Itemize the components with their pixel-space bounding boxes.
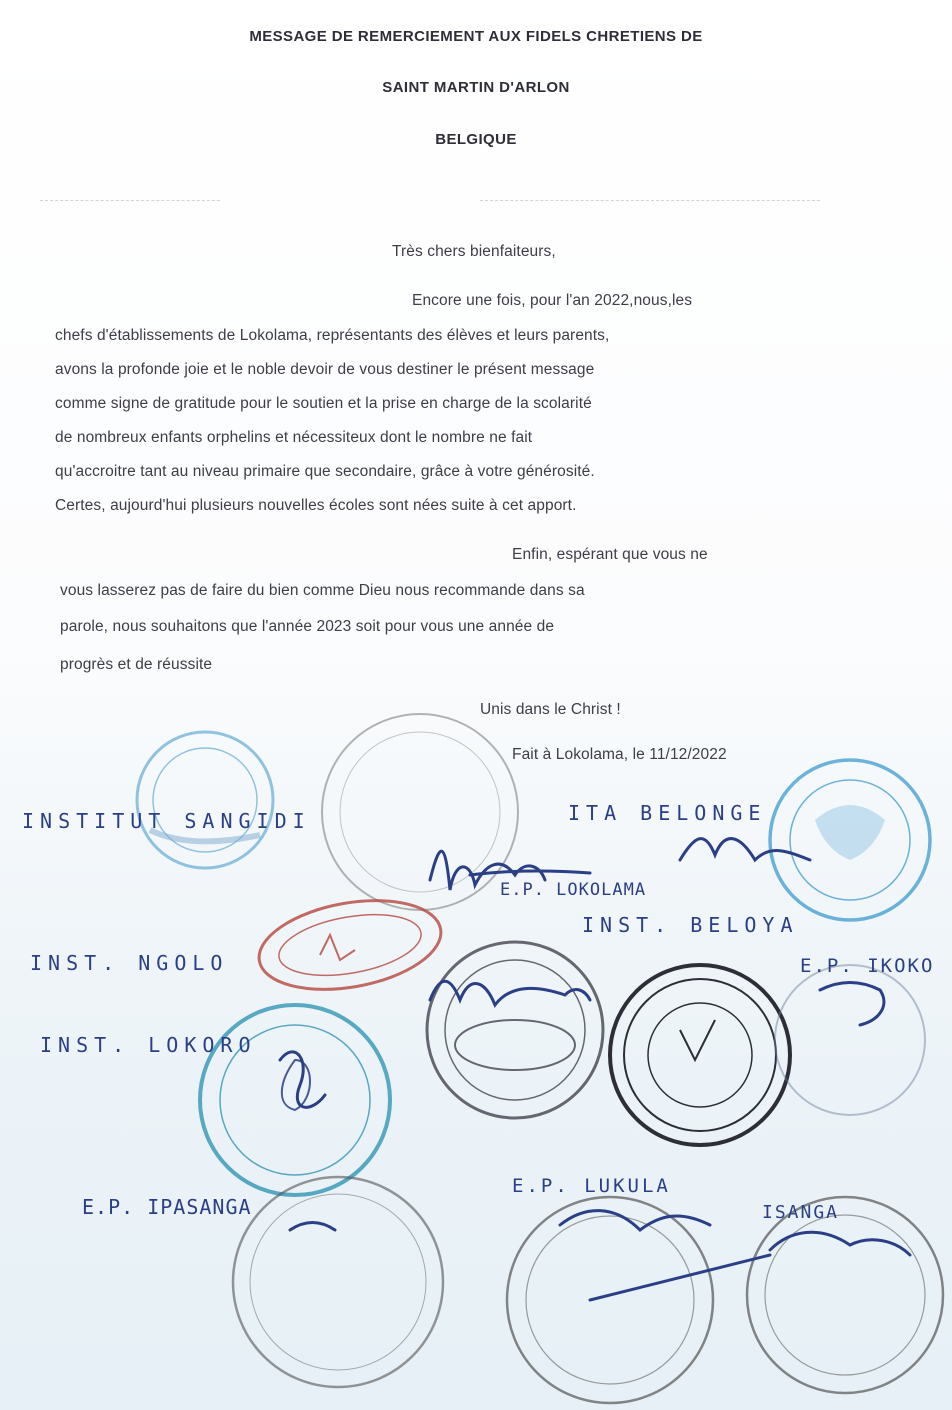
handwritten-name: INSTITUT SANGIDI	[22, 809, 311, 833]
salutation: Très chers bienfaiteurs,	[392, 243, 556, 260]
paragraph1-line: chefs d'établissements de Lokolama, représentants des élèves et leurs parents,	[55, 327, 610, 344]
stamp-ep-ikoko	[775, 965, 925, 1115]
stamp-red-oval	[252, 888, 448, 1003]
paragraph2-line: parole, nous souhaitons que l'année 2023 soit pour vous une année de	[60, 618, 555, 635]
paragraph1-line: comme signe de gratitude pour le soutien et la prise en charge de la scolarité	[55, 395, 592, 412]
stamp-inst-beloya	[610, 965, 790, 1145]
paragraph2-line: vous lasserez pas de faire du bien comme Dieu nous recommande dans sa	[60, 582, 585, 599]
date-line: Fait à Lokolama, le 11/12/2022	[512, 746, 727, 763]
closing: Unis dans le Christ !	[480, 701, 621, 718]
paragraph1-line: Encore une fois, pour l'an 2022,nous,les	[412, 292, 693, 309]
title-line-3: BELGIQUE	[435, 131, 517, 148]
handwritten-name: INST. LOKORO	[40, 1033, 257, 1057]
stamp-ita-belonge	[770, 760, 930, 920]
paragraph2-line: progrès et de réussite	[60, 656, 213, 673]
handwritten-name: E.P. LOKOLAMA	[500, 880, 647, 900]
handwritten-name: ITA BELONGE	[568, 801, 767, 825]
paragraph1-line: qu'accroitre tant au niveau primaire que secondaire, grâce à votre générosité.	[55, 463, 595, 480]
handwritten-name: ISANGA	[762, 1202, 840, 1223]
handwritten-names	[22, 801, 934, 1223]
stamp-institut-sangidi	[137, 732, 273, 868]
title-line-2: SAINT MARTIN D'ARLON	[382, 79, 570, 96]
paragraph1-line: avons la profonde joie et le noble devoir de vous destiner le présent message	[55, 361, 595, 378]
paragraph1-line: de nombreux enfants orphelins et nécessiteux dont le nombre ne fait	[55, 429, 533, 446]
stamp-ep-ipasanga	[233, 1177, 443, 1387]
handwritten-name: E.P. LUKULA	[512, 1175, 671, 1197]
stamp-center-top	[322, 714, 518, 910]
stamp-ep-lukula	[507, 1197, 713, 1403]
title-line-1: MESSAGE DE REMERCIEMENT AUX FIDELS CHRETIENS DE	[249, 28, 703, 45]
stamp-isanga	[747, 1197, 943, 1393]
paragraph1-line: Certes, aujourd'hui plusieurs nouvelles écoles sont nées suite à cet apport.	[55, 497, 577, 514]
handwritten-name: E.P. IKOKO	[800, 955, 935, 977]
handwritten-name: INST. NGOLO	[30, 951, 229, 975]
paragraph2-line: Enfin, espérant que vous ne	[512, 546, 708, 563]
stamp-center-dark	[427, 942, 603, 1118]
handwritten-name: E.P. IPASANGA	[82, 1195, 252, 1219]
handwritten-name: INST. BELOYA	[582, 913, 799, 937]
